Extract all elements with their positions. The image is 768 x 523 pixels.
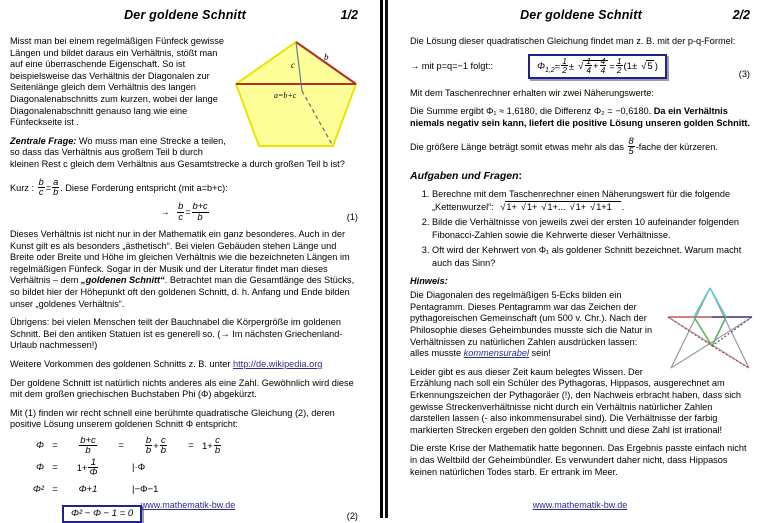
pentagon-label-c: c — [291, 60, 295, 70]
values-paragraph — [410, 106, 752, 129]
pentagram-highlight-green — [694, 317, 712, 346]
derivation-2-den: Φ — [89, 467, 98, 479]
derivation-1-term1 — [66, 436, 110, 456]
page-right-footer — [392, 500, 768, 510]
equation-3-tail: (1± √ 5 ) — [624, 61, 658, 72]
derivation-2-one-plus: 1+ — [76, 462, 88, 474]
navel-paragraph: Übrigens: bei vielen Menschen teilt der Bauchnabel die Körpergröße im goldenen Schnitt. Bei den antiken Statuen ist es generell so. (→ Im nächsten Griechenland-Urlaub nachmessen!) — [10, 317, 343, 351]
page-left — [0, 0, 376, 521]
kettenwurzel-formula: √ 1+ √ 1+ √ 1+... √ 1+ √ 1+1 . — [496, 202, 624, 212]
page-right-header — [410, 8, 752, 30]
pentagon-svg — [232, 36, 360, 150]
derivation-1-den: b — [79, 445, 97, 456]
equation-2-boxed: Φ² − Φ − 1 = 0 — [62, 505, 142, 523]
ratio-fraction — [628, 137, 635, 157]
pentagon-label-a: a=b+c — [274, 91, 297, 100]
hippasos-paragraph: Leider gibt es aus dieser Zeit kaum belegtes Wissen. Der Erzählung nach soll ein Schüler des Pythagoras, Hippasos, ausgerechnet am Erkennungszeichen der Pythagoräer (!), den Nachweis erbracht haben, dass sich gewisse Streckenverhältnisse nicht durch ein Verhältnis natürlicher Zahlen darstellen lassen (- also inkommensurabel sind). Die Verhältnisse der farbig markierten Strecken ergeben den golden Schnitt und diese Zahl ist irrational! — [410, 366, 741, 435]
equation-3-row — [410, 54, 752, 79]
derivation-1-term3 — [202, 436, 248, 456]
derivation-3-op: |−Φ−1 — [132, 484, 159, 496]
derivation-1-t3den: b — [214, 445, 221, 457]
ratio-text-pre: Die größere Länge beträgt somit etwas mehr als das — [410, 141, 627, 152]
values-text: Die Summe ergibt Φ₁ ≈ 1,6180, die Differenz Φ₂ = −0,6180. — [410, 106, 654, 117]
solution-paragraph: Die Lösung dieser quadratischen Gleichung findet man z. B. mit der p-q-Formel: — [410, 36, 736, 46]
pentagram-figure — [664, 284, 756, 377]
kommensurabel-link[interactable]: kommensurabel — [463, 348, 529, 359]
page-right — [392, 0, 768, 518]
pentagram-svg — [664, 284, 756, 372]
hint-heading: Hinweis: — [410, 276, 448, 287]
pentagon-figure — [232, 36, 360, 155]
task-item-2: 2. Bilde die Verhältnisse von jeweils zwei der ersten 10 aufeinander folgenden Fibonacci-Zahlen sowie die Kehrwerte dieser Verhältnisse. — [432, 216, 752, 241]
more-occurrences-text: Weitere Vorkommen des goldenen Schnitts z. B. unter — [10, 358, 233, 369]
page-left-footer — [0, 500, 376, 510]
equation-3-number: (3) — [738, 68, 750, 79]
derivation-3-term1: Φ+1 — [78, 484, 98, 496]
central-question-text: Wo muss man eine Strecke a teilen, so dass das Verhältnis aus großem Teil b durch kleinen Rest c gleich dem Verhältnis aus Gesamtstrecke a durch großen Teil b ist? — [10, 135, 345, 169]
pentagon-label-b: b — [324, 52, 329, 62]
derivation-1-term2: $\frac{b}{b}$ + $\frac{c}{b}$ — [145, 434, 167, 457]
aesthetic-paragraph — [10, 229, 360, 310]
page-right-page-number: 2/2 — [732, 8, 750, 22]
pq-prefix: → mit p=q=−1 folgt:: — [410, 61, 493, 72]
equation-1-number: (1) — [346, 212, 358, 223]
tasks-heading-text: Aufgaben und Fragen — [410, 170, 519, 183]
derivation-2-op: |·Φ — [132, 462, 146, 474]
page-left-header — [10, 8, 360, 30]
central-question-label: Zentrale Frage: — [10, 135, 77, 146]
derivation-1-num: b+c — [80, 434, 96, 446]
tasks-list — [410, 188, 752, 269]
derivation-3-eq1: = — [52, 484, 58, 496]
kurz-frac-bc: $\frac{b}{c}$ — [38, 176, 44, 197]
kurz-after: . Diese Forderung entspricht (mit a=b+c): — [60, 182, 228, 193]
equation-1-arrow: → — [160, 207, 170, 218]
kurz-label: Kurz : — [10, 182, 34, 193]
derivation-1-lhs: Φ — [36, 440, 44, 452]
derivation-1-t3num: c — [215, 434, 220, 446]
equation-3-sqrt: √ $\frac{1}{4}$ + $\frac{4}{4}$ — [574, 57, 609, 75]
derivation-1-eq2: = — [118, 440, 124, 452]
equation-2-number: (2) — [346, 510, 358, 521]
eq2-intro-paragraph: Mit (1) finden wir recht schnell eine berühmte quadratische Gleichung (2), deren positive Lösung unserem goldenen Schnitt Φ entspricht: — [10, 407, 335, 430]
tasks-heading-colon: : — [518, 170, 522, 183]
task-item-3: 3. Oft wird der Kehrwert von Φ₁ als goldener Schnitt bezeichnet. Warum macht auch das Sinn? — [432, 244, 752, 269]
derivation-2-num: 1 — [90, 456, 97, 468]
derivation-2-lhs: Φ — [36, 462, 44, 474]
derivation-2-term1 — [66, 458, 110, 478]
ratio-text-post: -fache der kürzeren. — [635, 141, 718, 152]
derivation-1-one-plus: 1+ — [202, 440, 213, 452]
task-1-text: Berechne mit dem Taschenrechner einen Näherungswert für die folgende „Kettenwurzel“: — [432, 189, 731, 212]
equation-3-boxed: $\Phi_{1,2}=$ $\frac{1}{2}$ ± √ $\frac{1}{4}$ + $\frac{4}{4}$ = $\frac{1}{2}$ (1± √ 5 ) — [528, 54, 667, 79]
page-left-title: Der goldene Schnitt — [124, 8, 246, 22]
derivation-row-2 — [10, 458, 360, 478]
crisis-paragraph: Die erste Krise der Mathematik hatte begonnen. Das Ergebnis passte einfach nicht in das Weltbild der Geheimbündler. Es verwundert daher nicht, dass Hippasos keinen natürlichen Todes starb. Er ertrank im Meer. — [410, 443, 747, 477]
aesthetic-text-1: Dieses Verhältnis ist nicht nur in der Mathematik ein ganz besonderes. Auch in der Kunst gilt es als besonders „ästhetisch“. Bei vielen Gebäuden stehen Länge und Breite oder Breite und Höhe im gleichen Verhältnis wie die bezeichneten Längen im regelmäßigen Fünfeck. Sogar in der Musik und der Literatur findet man dieses Verhältnis – dem — [10, 229, 350, 286]
calculator-paragraph: Mit dem Taschenrechner erhalten wir zwei Näherungswerte: — [410, 87, 654, 98]
pentagram-highlight-cyan — [694, 288, 710, 317]
kurz-frac-ab: $\frac{a}{b}$ — [53, 176, 59, 197]
derivation-3-lhs: Φ² — [32, 484, 44, 496]
equation-3-lhs: $\Phi_{1,2}$ — [537, 61, 555, 75]
equation-1-rhs: $\frac{b+c}{b}$ — [192, 201, 208, 222]
footer-link-left[interactable]: www.mathematik-bw.de — [140, 500, 236, 510]
page-left-page-number: 1/2 — [340, 8, 358, 22]
equation-1-lhs: $\frac{b}{c}$ — [178, 201, 184, 222]
ratio-num: 8 — [628, 135, 634, 146]
equation-1: → $\frac{b}{c}$ = $\frac{b+c}{b}$ (1) — [160, 201, 358, 223]
hint-tail: sein! — [529, 348, 551, 359]
tasks-heading — [410, 170, 752, 182]
phi-paragraph: Der goldene Schnitt ist natürlich nichts anderes als eine Zahl. Gewöhnlich wird diese mit dem großen griechischen Buchstaben Phi (Φ) abgekürzt. — [10, 377, 354, 400]
pentagram-highlight-cyan-2 — [710, 288, 726, 317]
kurz-paragraph: Kurz : $\frac{b}{c}$ = $\frac{a}{b}$ . Diese Forderung entspricht (mit a=b+c): — [10, 176, 228, 197]
derivation-2-eq1: = — [52, 462, 58, 474]
derivation-row-1 — [10, 436, 360, 456]
aesthetic-text-2: . Betrachtet man die Gesamtlänge des Stücks, so bildet hier der Höhepunkt oft den goldenen Schnitt, d. h. Anfang und Ende bilden unser „goldenes Verhältnis“. — [10, 275, 355, 309]
page-divider — [376, 0, 392, 518]
wikipedia-link[interactable]: http://de.wikipedia.org — [233, 358, 323, 369]
intro-paragraph: Misst man bei einem regelmäßigen Fünfeck gewisse Längen und bildet daraus ein Verhältnis, stößt man auf eine überraschende Eigenschaft. So ist beispielsweise das Verhältnis der Diagonalen zur Seitenlänge gleich dem Verhältnis des langen Diagonalenabschnitts zum kurzen, wobei der lange Diagonalenabschnitt genauso lang wie eine Fünfeckseite ist . — [10, 36, 224, 128]
task-item-1 — [432, 188, 752, 213]
derivation-1-eq1: = — [52, 440, 58, 452]
ratio-paragraph — [410, 137, 752, 157]
aesthetic-emphasis: „goldenen Schnitt“ — [81, 275, 165, 286]
hint-text: Die Diagonalen des regelmäßigen 5-Ecks bilden ein Pentagramm. Dieses Pentagramm war das Zeichen der pythagoreischen Gemeinschaft (um 500 v. Chr.). Nach der Philosophie dieses Geheimbundes musste sich die Natur in Verhältnissen zu natürlichen Zahlen ausdrücken lassen: alles musste — [410, 290, 653, 359]
more-occurrences-paragraph — [10, 359, 360, 371]
derivation-row-3 — [10, 480, 360, 500]
values-bold-text: Da ein Verhältnis niemals negativ sein kann, liefert die positive Lösung unseren golden Schnitt. — [410, 106, 751, 128]
derivation-1-eq3: = — [188, 440, 194, 452]
ratio-den: 5 — [628, 145, 634, 156]
footer-link-right[interactable]: www.mathematik-bw.de — [532, 500, 628, 510]
page-right-title: Der goldene Schnitt — [520, 8, 642, 22]
